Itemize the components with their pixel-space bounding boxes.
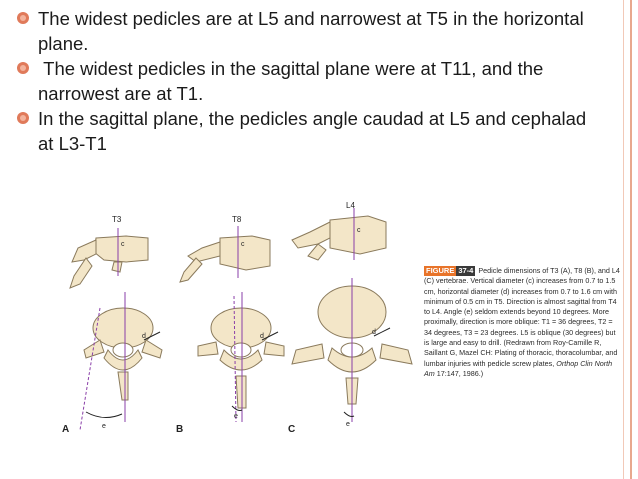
mark-e-c: e <box>346 421 350 428</box>
bullet-dot-icon <box>17 112 29 124</box>
caption-journal: Orthop Clin North Am <box>424 358 613 378</box>
vertebra-lateral-t3 <box>70 236 148 288</box>
bullet-item <box>14 106 604 156</box>
bullet-item <box>14 6 604 56</box>
mark-d-c: d <box>372 329 376 336</box>
label-t3: T3 <box>112 215 122 224</box>
bullet-dot-icon <box>17 12 29 24</box>
mark-c-c: c <box>357 227 361 234</box>
mark-e-b: e <box>234 413 238 420</box>
bullet-text: In the sagittal plane, the pedicles angle caudad at L5 and cephalad at L3-T1 <box>38 108 587 154</box>
label-l4: L4 <box>346 201 355 210</box>
caption-text: Pedicle dimensions of T3 (A), T8 (B), and L4 (C) vertebrae. Vertical diameter (c) increases from 0.7 to 1.5 cm, horizontal diameter (d) increases from 0.7 to 1.6 cm with minimum of 0.5 cm in T5. Direction is almost sagittal from T4 to L4. Angle (e) seldom extends beyond 10 degrees. More proximally, direction is more oblique: T1 = 36 degrees, T2 = 34 degrees, T3 = 23 degrees. L5 is oblique (30 degrees) but is large and easy to drill. (Redrawn from Roy-Camille R, Saillant G, Mazel CH: Plating of thoracic, thoracolumbar, and lumbar injuries with pedicle screw plates, <box>424 266 620 368</box>
decorative-side-bar <box>630 0 632 479</box>
caption-figure-tag: FIGURE <box>426 266 455 275</box>
mark-e-a: e <box>102 423 106 430</box>
bullet-item <box>14 56 604 106</box>
panel-letter-b: B <box>176 424 184 435</box>
label-t8: T8 <box>232 215 242 224</box>
mark-c-a: c <box>121 241 125 248</box>
bullet-text: The widest pedicles in the sagittal plane were at T11, and the narrowest are at T1. <box>38 58 549 104</box>
vertebra-figure <box>56 200 420 440</box>
caption-suffix: 17:147, 1986.) <box>434 368 484 378</box>
vertebra-lateral-l4 <box>292 216 386 260</box>
bullet-list <box>14 6 604 156</box>
vertebra-axial-t8 <box>198 308 284 408</box>
panel-letter-c: C <box>288 424 296 435</box>
mark-c-b: c <box>241 241 245 248</box>
figure-caption <box>424 266 620 379</box>
caption-figure-number: 37-4 <box>458 266 474 275</box>
mark-d-b: d <box>260 333 264 340</box>
bullet-dot-icon <box>17 62 29 74</box>
vertebra-lateral-t8 <box>180 236 270 282</box>
vertebra-illustration <box>56 200 420 440</box>
mark-d-a: d <box>142 333 146 340</box>
decorative-side-line <box>623 0 624 479</box>
panel-letter-a: A <box>62 424 70 435</box>
bullet-text: The widest pedicles are at L5 and narrowest at T5 in the horizontal plane. <box>38 8 584 54</box>
